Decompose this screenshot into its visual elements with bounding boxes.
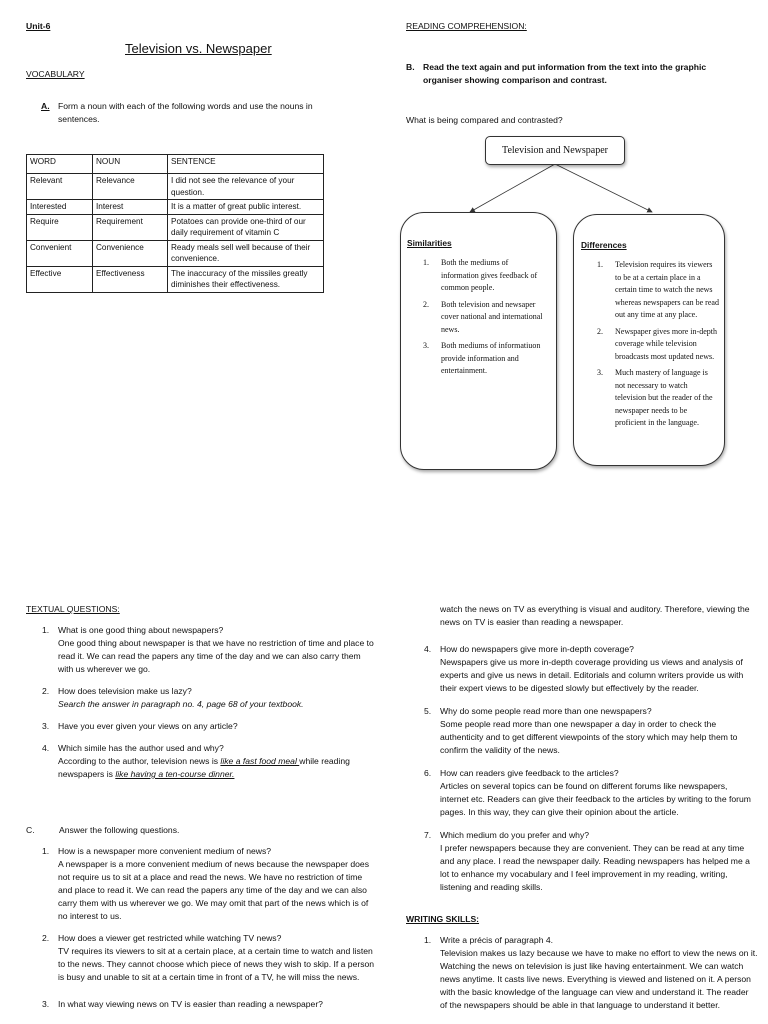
section-c-questions xyxy=(42,845,376,1020)
table-cell: Interest xyxy=(93,200,168,215)
writing-questions xyxy=(424,934,758,1021)
question-item: 2. How does a viewer get restricted while watching TV news? TV requires its viewers to sit at a certain place, at a certain time to watch and listen to the news. They cannot choose which piece of news they wish to skip. If a person is busy and unable to sit at a certain time in front of a TV, he will miss the news. xyxy=(42,933,375,982)
reading-comprehension-heading: READING COMPREHENSION: xyxy=(406,21,527,31)
organiser-top-box: Television and Newspaper xyxy=(485,136,625,165)
table-cell: Ready meals sell well because of their convenience. xyxy=(168,240,324,266)
difference-item: 2. Newspaper gives more in-depth coverage while television broadcasts most updated news. xyxy=(597,326,717,361)
question-item: 3. In what way viewing news on TV is easier than reading a newspaper? xyxy=(42,998,376,1011)
question-item: 3. Have you ever given your views on any article? xyxy=(42,720,376,733)
answer-text: Search the answer in paragraph no. 4, page 68 of your textbook. xyxy=(58,699,304,709)
question-item: 6. How can readers give feedback to the articles? Articles on several topics can be found on different forums like newspapers, internet etc. Readers can give their feedback to the articles by writing to the forum pages. In this way, they can give their opinion about the article. xyxy=(424,767,758,819)
answer-text: TV requires its viewers to sit at a certain place, at a certain time to watch and listen to the news. They cannot choose which piece of news they wish to skip. If a person is busy and unable to sit at a certain time in front of a TV, he will miss the news. xyxy=(58,946,375,982)
textual-questions xyxy=(42,624,376,790)
question-item: 1. What is one good thing about newspapers? One good thing about newspaper is that we have no restriction of time and place to read it. We can read the papers any time of the day and we can also carry them with us wherever we go. xyxy=(42,624,376,676)
question-item: 2. How does television make us lazy? Search the answer in paragraph no. 4, page 68 of your textbook. xyxy=(42,685,376,711)
textual-questions-heading: TEXTUAL QUESTIONS: xyxy=(26,604,120,614)
question-item: 4. How do newspapers give more in-depth coverage? Newspapers give us more in-depth coverage providing us views and analysis of experts and give us news in detail. Editorials and column writers provide us with their expert views to be digested slowly but effectively by the reader. xyxy=(424,643,758,695)
similarities-box xyxy=(400,212,557,470)
table-cell: The inaccuracy of the missiles greatly diminishes their effectiveness. xyxy=(168,266,324,292)
similarity-item: 1. Both the mediums of information gives feedback of common people. xyxy=(423,258,538,292)
table-row xyxy=(27,240,324,266)
question-item: 5. Why do some people read more than one newspapers? Some people read more than one newspaper a day in order to check the authenticity and to get different viewpoints of the story which may help them to confirm the validity of the news. xyxy=(424,705,758,757)
question-text: How does television make us lazy? xyxy=(58,686,192,696)
simile-ten-course: like having a ten-course dinner. xyxy=(115,769,235,779)
answer-text: Newspapers give us more in-depth coverage providing us views and analysis of experts and give us news in detail. Editorials and column writers provide us with their expert views to be digested slowly but effectively by the reader. xyxy=(440,657,744,693)
question-item: 1. How is a newspaper more convenient medium of news? A newspaper is a more convenient medium of news because the newspaper does not require us to sit at a place and read the news. We have no restriction of time and place to read it. We can read the papers any time of the day and we can also carry them with us wherever we go. We may omit that part of the news which is of no interest to us. xyxy=(42,845,376,923)
differences-heading: Differences xyxy=(581,240,627,250)
question-3-continued: watch the news on TV as everything is visual and auditory. Therefore, viewing the news on TV is easier than reading a newspaper. xyxy=(440,604,750,627)
answer-text: A newspaper is a more convenient medium of news because the newspaper does not require us to sit at a place and read the news. We have no restriction of time and place to read it. We can read the papers any time of the day and we can also carry them with us wherever we go. We may omit that part of the news which is of no interest to us. xyxy=(58,859,369,921)
section-c-task: Answer the following questions. xyxy=(59,825,180,835)
table-cell: Potatoes can provide one-third of our daily requirement of vitamin C xyxy=(168,214,324,240)
table-cell: Relevant xyxy=(27,174,93,200)
table-row xyxy=(27,266,324,292)
question-text: How does a viewer get restricted while watching TV news? xyxy=(58,933,282,943)
vocabulary-heading: VOCABULARY xyxy=(26,69,85,79)
diagram-arrows xyxy=(0,0,768,230)
arrow-to-similarities xyxy=(470,164,555,212)
table-cell: It is a matter of great public interest. xyxy=(168,200,324,215)
organiser-question: What is being compared and contrasted? xyxy=(406,115,563,125)
table-cell: Convenience xyxy=(93,240,168,266)
answer-text: Some people read more than one newspaper a day in order to check the authenticity and to get different viewpoints of the story which may help them to confirm the validity of the news. xyxy=(440,719,738,755)
vocabulary-task-text: Form a noun with each of the following words and use the nouns in sentences. xyxy=(58,101,313,124)
arrow-to-differences xyxy=(555,164,652,212)
answer-text: Articles on several topics can be found on different forums like newspapers, internet etc. Readers can give their feedback to the articles by writing to the forum pages. In this way, they can give their opinion about the article. xyxy=(440,781,751,817)
section-c-questions-continued xyxy=(424,643,758,903)
question-text: How can readers give feedback to the articles? xyxy=(440,768,619,778)
question-text: Which simile has the author used and why? xyxy=(58,743,224,753)
difference-item: 1. Television requires its viewers to be at a certain place in a certain time to watch the news whereas newspapers can be read out any time at any place. xyxy=(597,260,719,319)
table-cell: I did not see the relevance of your question. xyxy=(168,174,324,200)
similarities-heading: Similarities xyxy=(407,238,452,248)
table-cell: Convenient xyxy=(27,240,93,266)
similarities-list xyxy=(423,257,545,382)
simile-fast-food: like a fast food meal xyxy=(220,756,300,766)
writing-skills-heading: WRITING SKILLS: xyxy=(406,914,480,924)
question-item: 1. Write a précis of paragraph 4. Television makes us lazy because we have to make no effort to view the news on it. Watching the news on television is just like having entertainment. We can watch news anytime. It casts live news. Everything is viewed and listened on it. A person with the basic knowledge of the language can view and understand it. The reader of the newspapers should be able in that language to understand it better. xyxy=(424,935,758,1010)
table-header-cell: SENTENCE xyxy=(168,155,324,174)
table-cell: Requirement xyxy=(93,214,168,240)
differences-list xyxy=(597,259,719,434)
page-title: Television vs. Newspaper xyxy=(125,41,272,56)
similarity-item: 3. Both mediums of informatiuon provide information and entertainment. xyxy=(423,341,541,375)
task-letter-b: B. xyxy=(406,62,415,72)
answer-text: I prefer newspapers because they are convenient. They can be read at any time and any place. I read the newspaper daily. Reading newspapers has helped me a lot to enhance my vocabulary and I feel improvement in my reading, writing, listening and reading skills. xyxy=(440,843,750,892)
question-text: How do newspapers give more in-depth coverage? xyxy=(440,644,634,654)
question-text: Which medium do you prefer and why? xyxy=(440,830,590,840)
unit-label: Unit-6 xyxy=(26,21,51,31)
question-text: In what way viewing news on TV is easier than reading a newspaper? xyxy=(58,999,323,1009)
differences-box xyxy=(573,214,725,466)
task-letter-a: A. xyxy=(41,101,50,111)
question-text: Write a précis of paragraph 4. xyxy=(440,935,554,945)
question-item: 4. Which simile has the author used and why? According to the author, television news is like a fast food meal while reading newspapers is like having a ten-course dinner. xyxy=(42,742,376,781)
question-text: How is a newspaper more convenient medium of news? xyxy=(58,846,272,856)
answer-text: Television makes us lazy because we have to make no effort to view the news on it. Watching the news on television is just like having entertainment. We can watch news anytime. It casts live news. Everything is viewed and listened on it. A person with the basic knowledge of the language can view and understand it. The reader of the newspapers should be able in that language to understand it better. xyxy=(440,948,758,1010)
table-cell: Effective xyxy=(27,266,93,292)
similarity-item: 2. Both television and newsaper cover national and international news. xyxy=(423,299,543,334)
section-c-letter: C. xyxy=(26,825,35,835)
question-item: 7. Which medium do you prefer and why? I prefer newspapers because they are convenient. They can be read at any time and any place. I read the newspaper daily. Reading newspapers has helped me a lot to enhance my vocabulary and I feel improvement in my reading, writing, listening and reading skills. xyxy=(424,829,758,894)
table-cell: Relevance xyxy=(93,174,168,200)
difference-item: 3. Much mastery of language is not necessary to watch television but the reader of the newspaper needs to be proficient in the language. xyxy=(597,368,713,427)
table-cell: Interested xyxy=(27,200,93,215)
question-text: What is one good thing about newspapers? xyxy=(58,625,224,635)
table-header-cell: NOUN xyxy=(93,155,168,174)
table-cell: Effectiveness xyxy=(93,266,168,292)
table-cell: Require xyxy=(27,214,93,240)
question-text: Why do some people read more than one newspapers? xyxy=(440,706,652,716)
question-text: Have you ever given your views on any article? xyxy=(58,721,238,731)
table-header-cell: WORD xyxy=(27,155,93,174)
answer-text: According to the author, television news is like a fast food meal while reading newspapers is like having a ten-course dinner. xyxy=(58,756,350,779)
organiser-task-text: Read the text again and put information from the text into the graphic organiser showing comparison and contrast. xyxy=(423,62,707,85)
answer-text: One good thing about newspaper is that we have no restriction of time and place to read it. We can read the papers any time of the day and we can also carry them with us wherever we go. xyxy=(58,638,374,674)
